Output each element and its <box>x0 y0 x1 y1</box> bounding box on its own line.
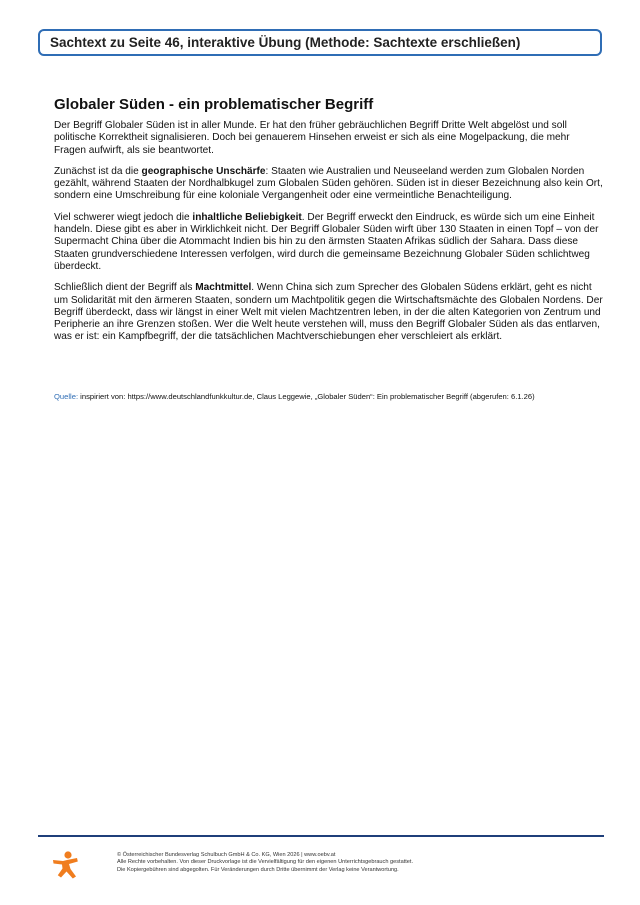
footer-line-2: Alle Rechte vorbehalten. Von dieser Druckvorlage ist die Vervielfältigung für den eigenen Unterrichtsgebrauch gestattet. <box>117 859 414 866</box>
paragraph-intro: Der Begriff Globaler Süden ist in aller Munde. Er hat den früher gebräuchlichen Begriff Dritte Welt abgelöst und soll politische Korrektheit signalisieren. Doch bei genauerem Hinsehen erweist er sich als eine Mogelpackung, die mehr Fragen aufwirft, als sie beantwortet. <box>54 120 570 156</box>
keyword-content: inhaltliche Beliebigkeit <box>192 211 302 223</box>
source-label: Quelle: <box>54 392 81 401</box>
keyword-geographic: geographische Unschärfe <box>141 165 266 177</box>
page-header-title: Sachtext zu Seite 46, interaktive Übung (Methode: Sachtexte erschließen) <box>50 35 521 50</box>
footer-divider <box>38 835 604 837</box>
footer-line-1: © Österreichischer Bundesverlag Schulbuch GmbH & Co. KG, Wien 2026 | www.oebv.at <box>117 852 336 858</box>
source-text: inspiriert von: https://www.deutschlandfunkkultur.de, Claus Leggewie, „Globaler Süden“: Ein problematischer Begriff (abgerufen: 6.1.26) <box>80 392 535 401</box>
footer-line-3: Die Kopiergebühren sind abgegolten. Für Veränderungen durch Dritte übernimmt der Verlag keine Verantwortung. <box>117 866 399 873</box>
paragraph-power-pre: Schließlich dient der Begriff als <box>54 282 196 294</box>
paragraph-power-post: . Wenn China sich zum Sprecher des Globalen Südens erklärt, geht es nicht um Solidarität mit den ärmeren Staaten, sondern um Machtpolitik gegen die Wirtschaftsmächte des Globalen Nordens. Der Begriff überdeckt, dass wir längst in einer Welt mit vielen Machtzentren leben, in der die alten Kategorien von Zentrum und Peripherie an ihre Grenzen stoßen. Wer die Welt heute verstehen will, muss den Begriff Globaler Süden als das entlarven, was er ist: ein Kampfbegriff, der die tatsächlichen Machtverschiebungen eher verschleiert als erklärt. <box>54 282 603 343</box>
footer-copyright <box>117 852 597 874</box>
paragraph-content-post: . Der Begriff erweckt den Eindruck, es würde sich um eine Einheit handeln. Diese gibt es aber in Wirklichkeit nicht. Der Begriff Globaler Süden wirft über 130 Staaten in einen Topf – von der Supermacht China über die Atommacht Indien bis hin zu den ärmsten Staaten Afrikas südlich der Sahara. Dass diese Staaten grundverschiedene Interessen verfolgen, wird durch die gemeinsame Bezeichnung Globaler Süden schlichtweg überdeckt. <box>54 211 599 272</box>
article <box>54 96 604 353</box>
source-citation <box>54 392 614 401</box>
header-box <box>38 29 602 56</box>
keyword-power: Machtmittel <box>195 282 252 294</box>
article-title: Globaler Süden - ein problematischer Begriff <box>54 96 374 113</box>
paragraph-power <box>54 282 604 343</box>
paragraph-geographic-pre: Zunächst ist da die <box>54 165 142 177</box>
paragraph-content-pre: Viel schwerer wiegt jedoch die <box>54 211 193 223</box>
paragraph-geographic <box>54 166 604 203</box>
paragraph-geographic-post: : Staaten wie Australien und Neuseeland werden zum Globalen Norden gezählt, während Staaten der Nordhalbkugel zum Globalen Süden gehören. Süden ist in dieser Bezeichnung also kein Ort, sondern eine Umschreibung für eine koloniale Vergangenheit oder eine vermeintliche Benachteiligung. <box>54 165 603 202</box>
oebv-figure-logo-icon <box>50 850 80 880</box>
paragraph-content <box>54 212 604 273</box>
